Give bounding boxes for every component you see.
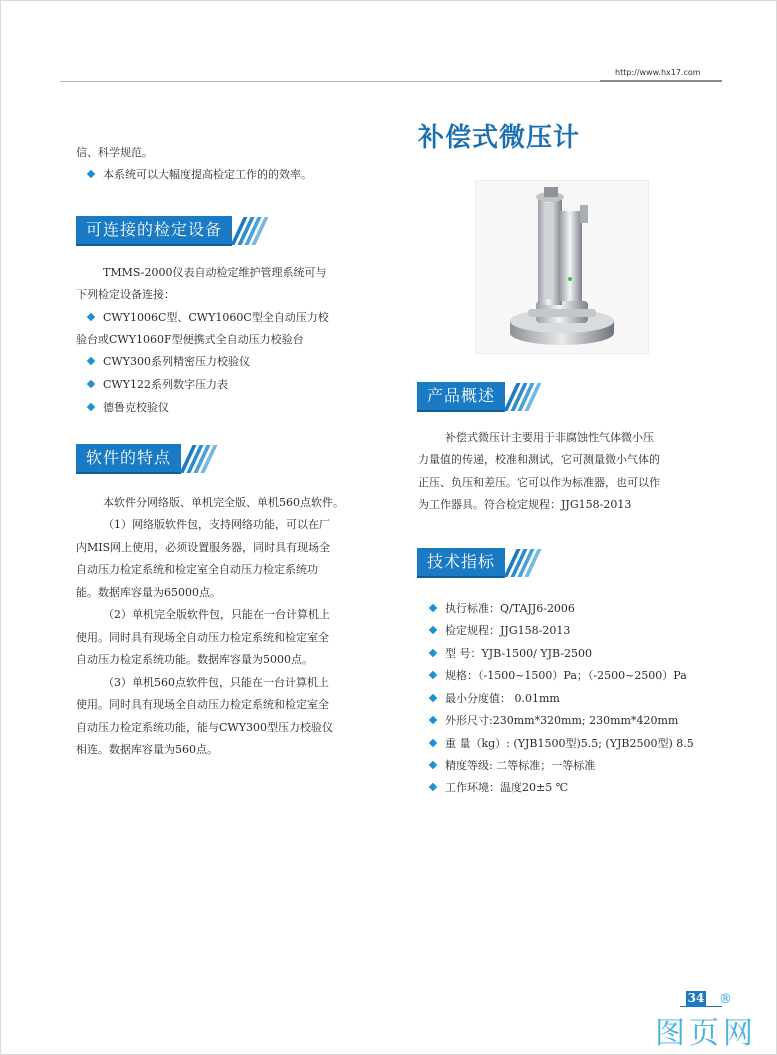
paragraph-line: 使用。同时具有现场全自动压力检定系统和检定室全 bbox=[76, 631, 329, 644]
intro-line: 信、科学规范。 bbox=[76, 146, 153, 159]
header-url: http://www.hx17.com bbox=[615, 68, 701, 77]
paragraph-line: 自动压力检定系统和检定室全自动压力检定系统功 bbox=[76, 563, 318, 576]
section-heading-devices bbox=[76, 217, 262, 245]
paragraph-line: 使用。同时具有现场全自动压力检定系统和检定室全 bbox=[76, 698, 329, 711]
section-heading-overview bbox=[417, 383, 535, 411]
diamond-bullet-icon bbox=[429, 694, 437, 702]
spec-item: 型 号：YJB-1500/ YJB-2500 bbox=[430, 643, 592, 665]
paragraph-line: （3）单机560点软件包，只能在一台计算机上 bbox=[103, 676, 329, 689]
paragraph-line: （2）单机完全版软件包，只能在一台计算机上 bbox=[103, 608, 330, 621]
diamond-bullet-icon bbox=[429, 761, 437, 769]
spec-item: 检定规程：JJG158-2013 bbox=[430, 620, 570, 642]
paragraph-line: 相连。数据库容量为560点。 bbox=[76, 743, 218, 756]
diamond-bullet-icon bbox=[429, 783, 437, 791]
spec-item: 规格：（-1500~1500）Pa；（-2500~2500）Pa bbox=[430, 665, 687, 687]
intro-bullet: 本系统可以大幅度提高检定工作的的效率。 bbox=[88, 164, 312, 186]
header-rule-accent bbox=[600, 80, 722, 82]
heading-stripes-decoration bbox=[183, 445, 211, 473]
heading-stripes-decoration bbox=[234, 217, 262, 245]
diamond-bullet-icon bbox=[429, 671, 437, 679]
spec-item: 最小分度值： 0.01mm bbox=[430, 688, 560, 710]
paragraph-line: 自动压力检定系统功能，能与CWY300型压力校验仪 bbox=[76, 721, 333, 734]
section-heading-features bbox=[76, 445, 211, 473]
list-item-continuation: 验台或CWY1060F型便携式全自动压力校验台 bbox=[76, 333, 304, 346]
diamond-bullet-icon bbox=[429, 649, 437, 657]
paragraph-line: （1）网络版软件包，支持网络功能，可以在厂 bbox=[103, 518, 330, 531]
registered-mark: ® bbox=[719, 992, 732, 1007]
product-title: 补偿式微压计 bbox=[418, 123, 581, 153]
diamond-bullet-icon bbox=[87, 357, 95, 365]
section-heading-label: 软件的特点 bbox=[76, 444, 181, 474]
watermark-logo: 图页网 bbox=[655, 1016, 757, 1051]
paragraph-line: 补偿式微压计主要用于非腐蚀性气体微小压 bbox=[445, 431, 654, 444]
paragraph-line: TMMS-2000仪表自动检定维护管理系统可与 bbox=[103, 266, 327, 279]
diamond-bullet-icon bbox=[87, 313, 95, 321]
list-item: CWY122系列数字压力表 bbox=[88, 374, 228, 396]
diamond-bullet-icon bbox=[429, 739, 437, 747]
spec-item: 精度等级: 二等标准；一等标准 bbox=[430, 755, 595, 777]
paragraph-line: 正压、负压和差压。它可以作为标准器，也可以作 bbox=[418, 476, 660, 489]
list-item: CWY300系列精密压力校验仪 bbox=[88, 351, 250, 373]
diamond-bullet-icon bbox=[429, 604, 437, 612]
paragraph-line: 本软件分网络版、单机完全版、单机560点软件。 bbox=[103, 496, 344, 509]
spec-item: 执行标准：Q/TAJJ6-2006 bbox=[430, 598, 575, 620]
heading-stripes-decoration bbox=[507, 383, 535, 411]
diamond-bullet-icon bbox=[429, 716, 437, 724]
paragraph-line: 下列检定设备连接： bbox=[76, 288, 175, 301]
section-heading-label: 可连接的检定设备 bbox=[76, 216, 232, 246]
diamond-bullet-icon bbox=[87, 403, 95, 411]
product-photo bbox=[475, 180, 649, 354]
spec-item: 外形尺寸:230mm*320mm; 230mm*420mm bbox=[430, 710, 678, 732]
list-item: 德鲁克校验仪 bbox=[88, 397, 169, 419]
paragraph-line: 内MIS网上使用，必须设置服务器，同时具有现场全 bbox=[76, 541, 331, 554]
spec-item: 重 量（kg）: (YJB1500型)5.5; (YJB2500型) 8.5 bbox=[430, 733, 694, 755]
heading-stripes-decoration bbox=[507, 549, 535, 577]
diamond-bullet-icon bbox=[87, 170, 95, 178]
micromanometer-image bbox=[476, 181, 648, 353]
paragraph-line: 力量值的传递，校准和测试，它可测量微小气体的 bbox=[418, 453, 660, 466]
spec-item: 工作环境：温度20±5 ℃ bbox=[430, 777, 568, 799]
paragraph-line: 为工作器具。符合检定规程：JJG158-2013 bbox=[418, 498, 632, 511]
page-number-rule bbox=[680, 1006, 722, 1007]
list-item: CWY1006C型、CWY1060C型全自动压力校 bbox=[88, 307, 329, 329]
section-heading-label: 产品概述 bbox=[417, 382, 505, 412]
section-heading-label: 技术指标 bbox=[417, 548, 505, 578]
diamond-bullet-icon bbox=[429, 626, 437, 634]
paragraph-line: 能。数据库容量为65000点。 bbox=[76, 586, 221, 599]
page-number: 34 bbox=[687, 991, 705, 1005]
paragraph-line: 自动压力检定系统功能。数据库容量为5000点。 bbox=[76, 653, 313, 666]
diamond-bullet-icon bbox=[87, 380, 95, 388]
section-heading-specs bbox=[417, 549, 535, 577]
